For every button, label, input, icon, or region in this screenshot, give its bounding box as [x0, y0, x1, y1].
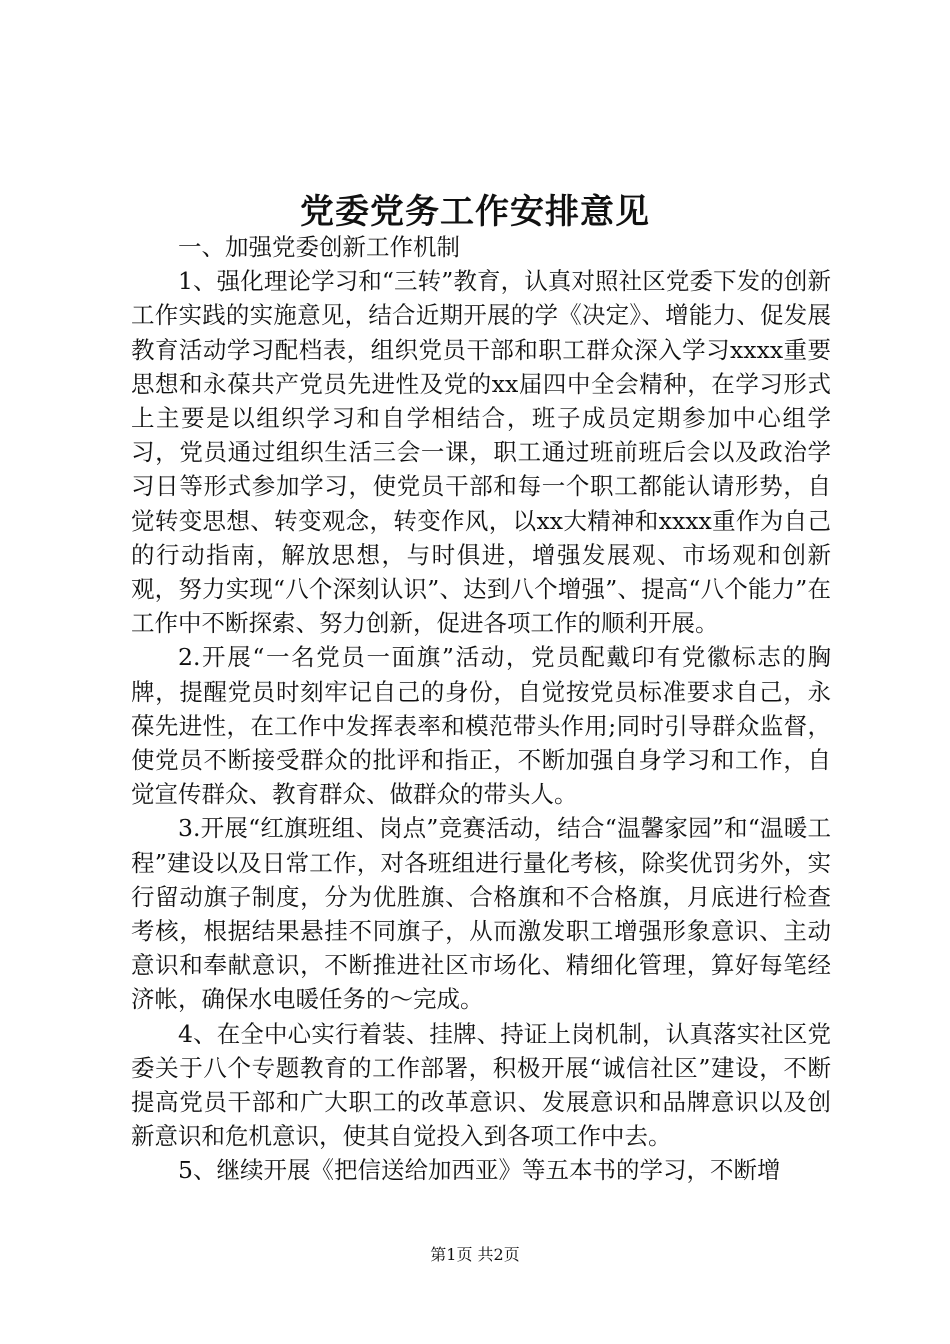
- paragraph-2: 2.开展“一名党员一面旗”活动，党员配戴印有党徽标志的胸牌，提醒党员时刻牢记自己的身份，自觉按党员标准要求自己，永葆先进性，在工作中发挥表率和模范带头作用;同时引导群众监督，使党员不断接受群众的批评和指正，不断加强自身学习和工作，自觉宣传群众、教育群众、做群众的带头人。: [131, 643, 831, 809]
- page-number-footer: 第1页 共2页: [430, 1245, 520, 1264]
- paragraph-4: 4、在全中心实行着装、挂牌、持证上岗机制，认真落实社区党委关于八个专题教育的工作部署，积极开展“诚信社区”建设，不断提高党员干部和广大职工的改革意识、发展意识和品牌意识以及创新意识和危机意识，使其自觉投入到各项工作中去。: [131, 1019, 831, 1151]
- document-body: [131, 230, 831, 1188]
- paragraph-3: 3.开展“红旗班组、岗点”竞赛活动，结合“温馨家园”和“温暖工程”建设以及日常工作，对各班组进行量化考核，除奖优罚劣外，实行留动旗子制度，分为优胜旗、合格旗和不合格旗，月底进行检查考核，根据结果悬挂不同旗子，从而激发职工增强形象意识、主动意识和奉献意识，不断推进社区市场化、精细化管理，算好每笔经济帐，确保水电暖任务的～完成。: [131, 814, 831, 1014]
- section-heading: 一、加强党委创新工作机制: [178, 233, 460, 261]
- paragraph-5: 5、继续开展《把信送给加西亚》等五本书的学习，不断增: [178, 1156, 781, 1185]
- paragraph-1: 1、强化理论学习和“三转”教育，认真对照社区党委下发的创新工作实践的实施意见，结合近期开展的学《决定》、增能力、促发展教育活动学习配档表，组织党员干部和职工群众深入学习xxxx重要思想和永葆共产党员先进性及党的xx届四中全会精种，在学习形式上主要是以组织学习和自学相结合，班子成员定期参加中心组学习，党员通过组织生活三会一课，职工通过班前班后会以及政治学习日等形式参加学习，使党员干部和每一个职工都能认请形势，自觉转变思想、转变观念，转变作风，以xx大精神和xxxx重作为自己的行动指南，解放思想，与时俱进，增强发展观、市场观和创新观，努力实现“八个深刻认识”、达到八个增强”、提高“八个能力”在工作中不断探索、努力创新，促进各项工作的顺利开展。: [131, 267, 831, 638]
- document-title: 党委党务工作安排意见: [300, 192, 650, 232]
